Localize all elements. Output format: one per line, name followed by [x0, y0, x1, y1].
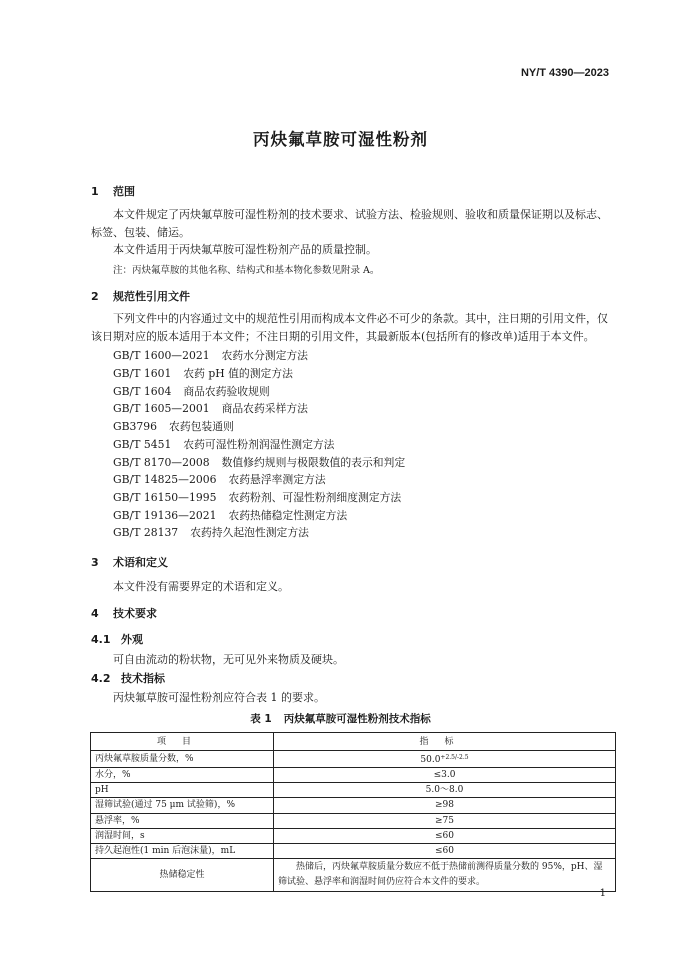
- reference-title: 农药水分测定方法: [221, 349, 308, 362]
- table-cell-item: 热储稳定性: [91, 859, 274, 892]
- section-4-1-heading: [91, 631, 143, 647]
- reference-item: [113, 348, 308, 363]
- section-1-paragraph-1: 本文件规定了丙炔氟草胺可湿性粉剂的技术要求、试验方法、检验规则、验收和质量保证期以及标志、标签、包装、储运。: [91, 208, 608, 239]
- reference-title: 商品农药验收规则: [183, 385, 270, 398]
- reference-item: [113, 472, 326, 487]
- table-cell-value: ≤60: [274, 828, 616, 843]
- section-number: 4.1: [91, 633, 111, 646]
- section-4-2-paragraph: 丙炔氟草胺可湿性粉剂应符合表 1 的要求。: [113, 691, 325, 704]
- table-row: [91, 843, 616, 858]
- table-header-row: [91, 733, 616, 751]
- reference-title: 数值修约规则与极限数值的表示和判定: [221, 456, 406, 469]
- section-2-heading: [91, 288, 190, 304]
- table-cell-item: 水分，%: [91, 768, 274, 783]
- reference-title: 农药热储稳定性测定方法: [228, 509, 348, 522]
- section-2-paragraph-1: 下列文件中的内容通过文中的规范性引用而构成本文件必不可少的条款。其中，注日期的引用文件，仅该日期对应的版本适用于本文件；不注日期的引用文件，其最新版本(包括所有的修改单)适用于本文件。: [91, 312, 608, 343]
- table-title: 丙炔氟草胺可湿性粉剂技术指标: [283, 713, 431, 725]
- table-cell-item: 湿筛试验(通过 75 μm 试验筛)，%: [91, 798, 274, 813]
- table-cell-item: 持久起泡性(1 min 后泡沫量)，mL: [91, 843, 274, 858]
- section-3-paragraph-1: 本文件没有需要界定的术语和定义。: [113, 580, 289, 593]
- reference-item: [113, 455, 405, 470]
- section-number: 1: [91, 185, 99, 198]
- table-row: [91, 783, 616, 798]
- table-row: [91, 798, 616, 813]
- table-row: [91, 751, 616, 768]
- section-number: 4.2: [91, 672, 111, 685]
- table-cell-item: 丙炔氟草胺质量分数，%: [91, 751, 274, 768]
- reference-code: GB/T 19136—2021: [113, 509, 217, 522]
- table-cell-item: pH: [91, 783, 274, 798]
- reference-code: GB/T 1604: [113, 385, 172, 398]
- table-row: [91, 828, 616, 843]
- value-main: 50.0: [420, 755, 441, 765]
- table-row: [91, 768, 616, 783]
- value-tolerance-plus: +2.5: [440, 754, 455, 761]
- reference-code: GB/T 14825—2006: [113, 473, 217, 486]
- section-4-2-heading: [91, 670, 165, 686]
- table-cell-value: 5.0～8.0: [274, 783, 616, 798]
- reference-code: GB/T 16150—1995: [113, 491, 217, 504]
- reference-code: GB3796: [113, 420, 158, 433]
- table-caption: [0, 711, 681, 726]
- reference-code: GB/T 5451: [113, 438, 172, 451]
- section-number: 2: [91, 290, 99, 303]
- reference-item: [113, 366, 293, 381]
- table-cell-item: 悬浮率，%: [91, 813, 274, 828]
- section-4-heading: [91, 605, 157, 621]
- reference-title: 农药持久起泡性测定方法: [190, 526, 309, 539]
- section-1-paragraph-2: 本文件适用于丙炔氟草胺可湿性粉剂产品的质量控制。: [113, 243, 377, 256]
- reference-item: [113, 384, 270, 399]
- table-cell-value: ≥75: [274, 813, 616, 828]
- column-header-item: 项目: [91, 733, 274, 751]
- reference-code: GB/T 8170—2008: [113, 456, 210, 469]
- reference-title: 农药粉剂、可湿性粉剂细度测定方法: [228, 491, 402, 504]
- page-number: 1: [599, 888, 606, 899]
- section-1-heading: [91, 183, 135, 199]
- reference-item: [113, 508, 347, 523]
- reference-code: GB/T 1601: [113, 367, 172, 380]
- reference-title: 农药悬浮率测定方法: [228, 473, 326, 486]
- table-cell-value: [274, 751, 616, 768]
- section-number: 3: [91, 556, 99, 569]
- reference-title: 农药可湿性粉剂润湿性测定方法: [183, 438, 335, 451]
- table-cell-value: 热储后，丙炔氟草胺质量分数应不低于热储前测得质量分数的 95%，pH、湿筛试验、悬浮率和润湿时间仍应符合本文件的要求。: [274, 859, 616, 892]
- technical-index-table: [90, 732, 616, 892]
- column-header-index: 指标: [274, 733, 616, 751]
- section-4-1-paragraph: 可自由流动的粉状物，无可见外来物质及硬块。: [113, 653, 344, 666]
- reference-code: GB/T 1605—2001: [113, 402, 210, 415]
- reference-item: [113, 401, 308, 416]
- section-title: 术语和定义: [113, 556, 168, 569]
- section-3-heading: [91, 554, 168, 570]
- section-number: 4: [91, 607, 99, 620]
- reference-item: [113, 419, 234, 434]
- reference-code: GB/T 1600—2021: [113, 349, 210, 362]
- document-title: 丙炔氟草胺可湿性粉剂: [253, 130, 428, 149]
- table-number: 表 1: [250, 713, 272, 725]
- value-tolerance: +2.5/-2.5: [440, 754, 469, 761]
- reference-title: 农药包装通则: [169, 420, 234, 433]
- reference-item: [113, 525, 309, 540]
- value-tolerance-minus: -2.5: [457, 754, 469, 761]
- table-row: [91, 813, 616, 828]
- reference-title: 商品农药采样方法: [221, 402, 308, 415]
- standard-number: NY/T 4390—2023: [520, 67, 609, 79]
- table-row: [91, 859, 616, 892]
- reference-item: [113, 437, 334, 452]
- section-title: 外观: [121, 633, 143, 646]
- reference-title: 农药 pH 值的测定方法: [183, 367, 293, 380]
- section-title: 范围: [113, 185, 135, 198]
- reference-code: GB/T 28137: [113, 526, 179, 539]
- section-title: 技术要求: [113, 607, 157, 620]
- table-cell-value: ≤3.0: [274, 768, 616, 783]
- table-cell-value: ≤60: [274, 843, 616, 858]
- section-title: 规范性引用文件: [113, 290, 190, 303]
- table-cell-item: 润湿时间，s: [91, 828, 274, 843]
- section-title: 技术指标: [121, 672, 165, 685]
- reference-item: [113, 490, 401, 505]
- section-1-note: 注：丙炔氟草胺的其他名称、结构式和基本物化参数见附录 A。: [113, 265, 380, 276]
- table-cell-value: ≥98: [274, 798, 616, 813]
